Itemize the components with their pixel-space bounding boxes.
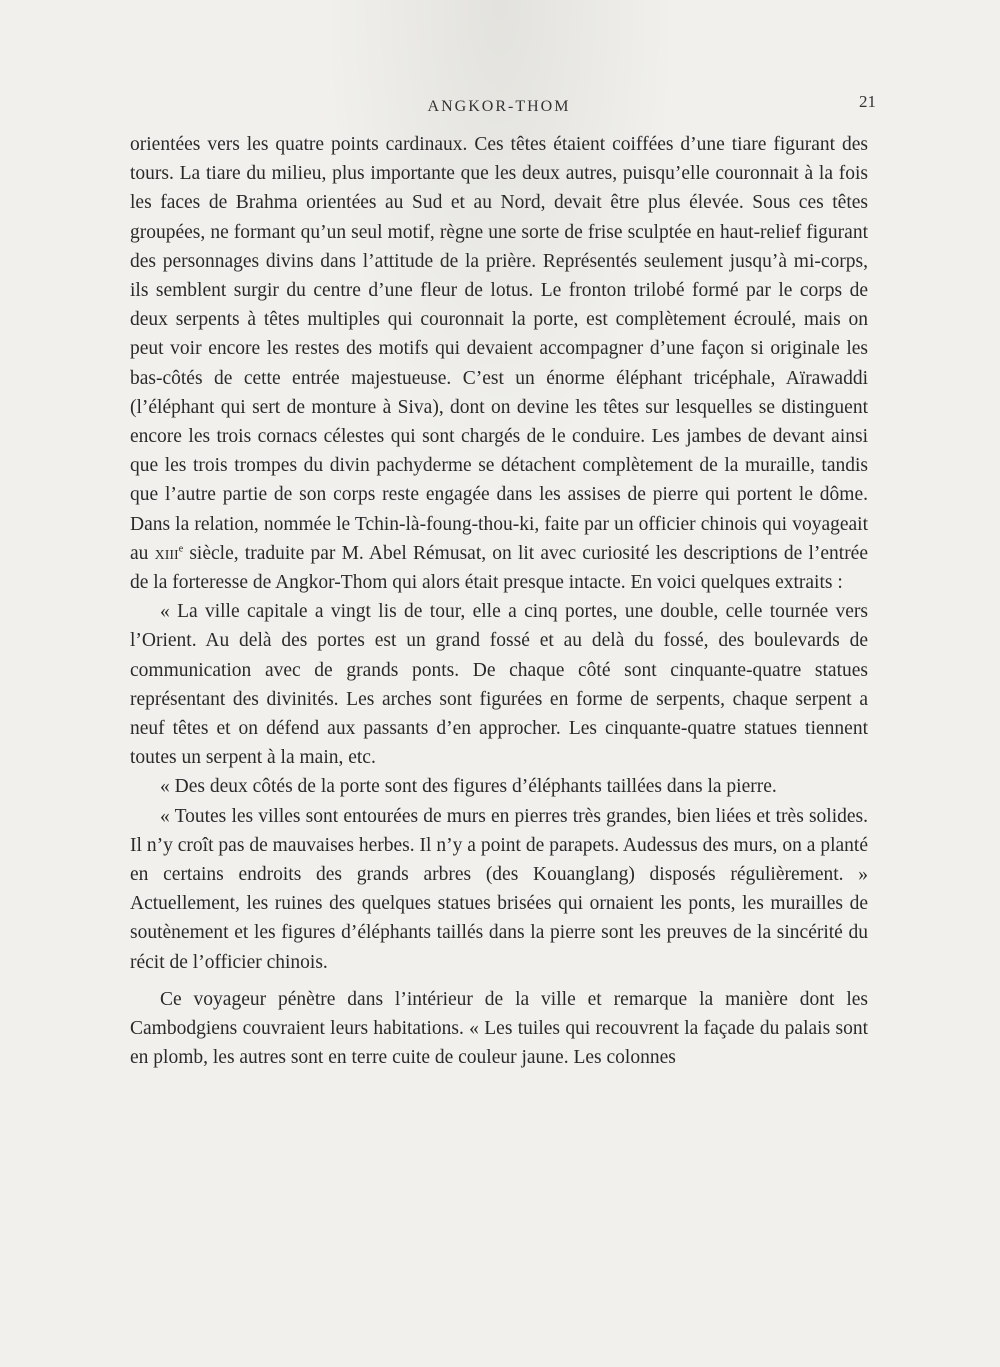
paragraph-3: « Des deux côtés de la porte sont des figures d’éléphants taillées dans la pierre. — [160, 776, 777, 798]
century-numeral: xiii — [154, 542, 179, 564]
paragraph-1-tail: siècle, traduite par M. Abel Rémusat, on lit avec curiosité les descriptions de l’entrée de la forteresse de Angkor-Thom qui alors était presque intacte. En voici quelques extraits : — [130, 542, 868, 594]
paragraph-4: « Toutes les villes sont entourées de murs en pierres très grandes, bien liées et très solides. Il n’y croît pas de mauvaises herbes. Il n’y a point de parapets. Audessus des murs, on a planté en certains endroits des grands arbres (des Kouanglang) disposés régulièrement. » Actuellement, les ruines des quelques statues brisées qui ornaient les ponts, les murailles de soutènement et les figures d’éléphants taillés dans la pierre sont les preuves de la sincérité du récit de l’officier chinois. — [130, 805, 868, 973]
paragraph-1 — [130, 130, 868, 597]
century-superscript: e — [178, 543, 184, 555]
paragraph-5: Ce voyageur pénètre dans l’intérieur de la ville et remarque la manière dont les Cambodgiens couvraient leurs habitations. « Les tuiles qui recouvrent la façade du palais sont en plomb, les autres sont en terre cuite de couleur jaune. Les colonnes — [130, 988, 868, 1069]
paragraph-2: « La ville capitale a vingt lis de tour, elle a cinq portes, une double, celle tournée vers l’Orient. Au delà des portes est un grand fossé et au delà du fossé, des boulevards de communication avec de grands ponts. De chaque côté sont cinquante-quatre statues représentant des divinités. Les arches sont figurées en forme de serpents, chaque serpent a neuf têtes et on défend aux passants d’en approcher. Les cinquante-quatre statues tiennent toutes un serpent à la main, etc. — [130, 601, 868, 769]
body-text — [130, 130, 868, 1073]
paragraph-1-text: orientées vers les quatre points cardinaux. Ces têtes étaient coiffées d’une tiare figurant des tours. La tiare du milieu, plus importante que les deux autres, puisqu’elle couronnait à la fois les faces de Brahma orientées au Sud et au Nord, devait être plus élevée. Sous ces têtes groupées, ne formant qu’un seul motif, règne une sorte de frise sculptée en haut-relief figurant des personnages divins dans l’attitude de la prière. Représentés seulement jusqu’à mi-corps, ils semblent surgir du centre d’une fleur de lotus. Le fronton trilobé formé par le corps de deux serpents à têtes multiples qui couronnait la porte, est complètement écroulé, mais on peut voir encore les restes des motifs qui devaient accompagner d’une façon si originale les bas-côtés de cette entrée majestueuse. C’est un énorme éléphant tricéphale, Aïrawaddi (l’éléphant qui sert de monture à Siva), dont on devine les têtes sur lesquelles se distinguent encore les trois cornacs célestes qui sont chargés de le conduire. Les jambes de devant ainsi que les trois trompes du divin pachyderme se détachent complètement de la muraille, tandis que l’autre partie de son corps reste engagée dans les assises de pierre qui portent le dôme. Dans la relation, nommée le Tchin-là-foung-thou-ki, faite par un officier chinois qui voyageait au — [130, 134, 868, 564]
page-header — [130, 92, 876, 128]
page-number: 21 — [859, 92, 876, 111]
running-title: ANGKOR-THOM — [427, 98, 571, 115]
